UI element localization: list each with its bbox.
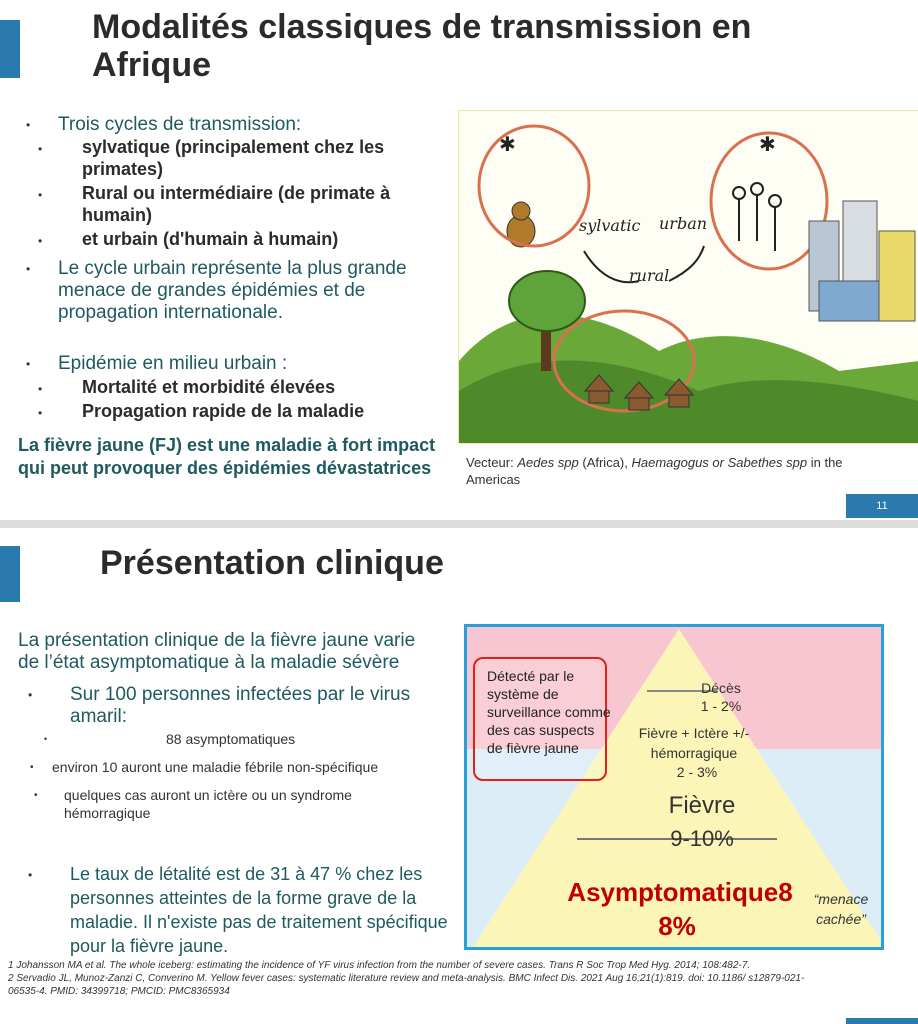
caption-aedes: Aedes spp — [517, 455, 579, 470]
iceberg-pyramid-figure — [464, 624, 884, 950]
bullet-icon: • — [30, 762, 34, 773]
cycle-rural: Rural ou intermédiaire (de primate à humain) — [82, 183, 391, 225]
reference-2: 2 Servadio JL, Munoz-Zanzi C, Converino M. Yellow fever cases: systematic literature review and meta-analysis. BMC Infect Dis. 2021 Aug 16;21(1):819. doi: 10.1186/ s12879-021-06535-4. PMID: 34399718; PMCID: PMC8365934 — [8, 973, 805, 997]
figure-caption — [466, 454, 886, 488]
urban-threat-note: Le cycle urbain représente la plus grande menace de grandes épidémies et de propagation internationale. — [58, 258, 407, 323]
caption-suffix: in the Americas — [466, 455, 843, 487]
fever-label: Fièvre — [668, 792, 736, 819]
fever-pct: 9-10% — [670, 826, 734, 851]
cycles-intro: Trois cycles de transmission: — [58, 114, 302, 135]
bullet-icon: • — [34, 790, 38, 801]
hemorrhagic-pct: 2 - 3% — [676, 764, 718, 780]
svg-text:✱: ✱ — [499, 132, 516, 156]
label-rural: rural — [629, 266, 670, 285]
bullet-icon: • — [28, 868, 33, 882]
deaths-pct: 1 - 2% — [700, 698, 742, 714]
bullet-icon: • — [38, 234, 43, 248]
hemorrhagic-label: Fièvre + Ictère +/- hémorragique — [638, 725, 750, 761]
bullet-icon: • — [38, 406, 43, 420]
point-100-infected: Sur 100 personnes infectées par le virus amaril: — [70, 684, 411, 727]
cycle-sylvatic: sylvatique (principalement chez les primates) — [82, 137, 385, 179]
cycle-urban: et urbain (d'humain à humain) — [82, 229, 339, 249]
slide-title: Modalités classiques de transmission en Afrique — [92, 8, 752, 84]
label-sylvatic: sylvatic — [579, 216, 641, 235]
surveillance-highlight-box — [473, 657, 611, 781]
epidemic-point: Propagation rapide de la maladie — [82, 401, 365, 421]
hidden-threat-label: “menace cachée” — [813, 891, 869, 927]
bullet-icon: • — [26, 357, 31, 371]
label-urban: urban — [659, 214, 708, 233]
asymptomatic-pct: 8% — [658, 911, 696, 941]
lethality-note: Le taux de létalité est de 31 à 47 % chez les personnes atteintes de la forme grave de la maladie. Il n'existe pas de traitement spécifique pour la fièvre jaune. — [70, 864, 448, 956]
bullet-icon: • — [38, 188, 43, 202]
epidemic-intro: Epidémie en milieu urbain : — [58, 353, 288, 374]
bullet-icon: • — [44, 734, 48, 744]
page-number-tab — [846, 1018, 918, 1024]
bullet-icon: • — [38, 142, 43, 156]
sub-asymptomatic: 88 asymptomatiques — [166, 731, 296, 747]
caption-haemagogus: Haemagogus or Sabethes spp — [631, 455, 808, 470]
sub-icterus: quelques cas auront un ictère ou un syndrome hémorragique — [64, 787, 352, 821]
title-accent-bar — [0, 546, 20, 602]
bullet-icon: • — [38, 382, 43, 396]
asymptomatic-label: Asymptomatique8 — [567, 877, 793, 907]
page-number: 11 — [846, 494, 918, 518]
conclusion-text: La fièvre jaune (FJ) est une maladie à fort impact qui peut provoquer des épidémies dévastatrices — [18, 435, 436, 478]
deaths-label: Décès — [701, 680, 741, 696]
caption-prefix: Vecteur: — [466, 455, 518, 470]
caption-mid: (Africa), — [578, 455, 632, 470]
sub-febrile: environ 10 auront une maladie fébrile non-spécifique — [52, 759, 379, 775]
bullet-icon: • — [28, 688, 33, 702]
transmission-cycle-illustration — [458, 110, 918, 444]
reference-1: 1 Johansson MA et al. The whole iceberg: estimating the incidence of YF virus infection from the number of severe cases. Trans R Soc Trop Med Hyg. 2014; 108:482-7. — [8, 960, 751, 971]
epidemic-point: Mortalité et morbidité élevées — [82, 377, 336, 397]
svg-text:✱: ✱ — [759, 132, 776, 156]
slide-clinical — [0, 528, 918, 1024]
bullet-icon: • — [26, 118, 31, 132]
transmission-cycle-drawing — [459, 111, 918, 443]
clinical-intro: La présentation clinique de la fièvre jaune varie de l’état asymptomatique à la maladie sévère — [18, 630, 416, 673]
slide-title: Présentation clinique — [100, 544, 444, 582]
surveillance-label: Détecté par le système de surveillance comme des cas suspects de fièvre jaune — [487, 668, 611, 756]
bullet-icon: • — [26, 262, 31, 276]
title-accent-bar — [0, 20, 20, 78]
